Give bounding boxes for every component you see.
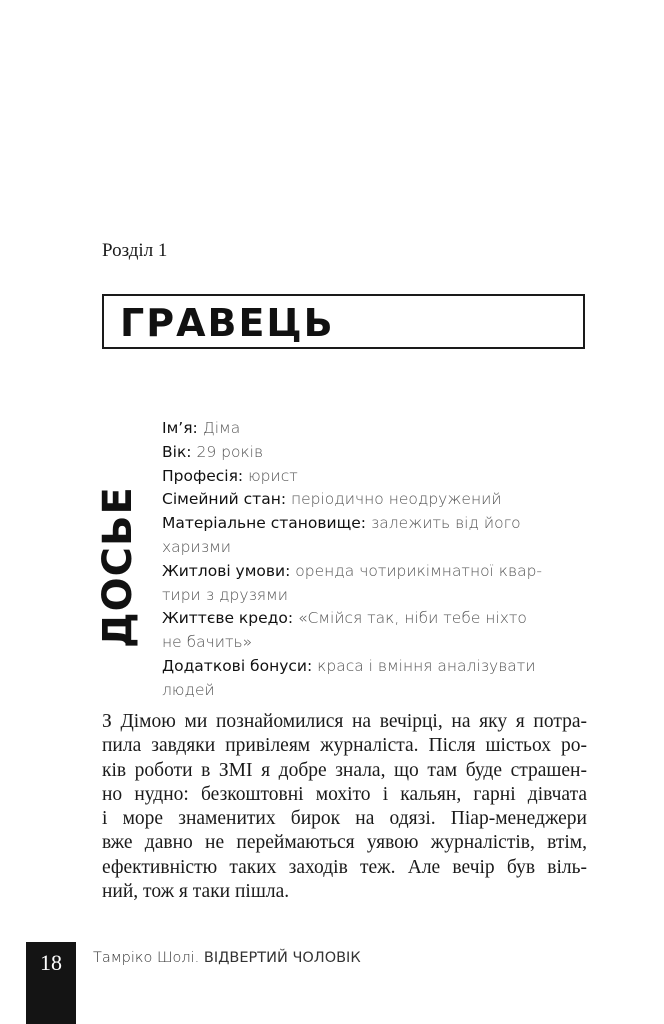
dossier-row-financial <box>162 512 587 536</box>
dossier-label-housing: Житлові умови: <box>162 561 291 580</box>
body-line: ефективністю таких заходів теж. Але вечір був віль- <box>102 856 587 878</box>
dossier-value-age: 29 років <box>196 442 264 461</box>
page-number-box <box>26 942 76 1024</box>
dossier-vertical-label: ДОСЬЕ <box>95 486 141 648</box>
body-line: пила завдяки привілеям журналіста. Після шістьох ро- <box>102 735 587 757</box>
dossier-row-age <box>162 441 587 465</box>
dossier-value-bonus: краса і вміння аналізувати <box>317 656 536 675</box>
dossier-value-profession: юрист <box>248 466 298 485</box>
body-paragraph <box>102 710 587 904</box>
dossier-row-bonus <box>162 655 587 679</box>
dossier-label-bonus: Додаткові бонуси: <box>162 656 313 675</box>
dossier-value-name: Діма <box>202 419 241 437</box>
dossier-value-financial: залежить від його <box>370 514 521 533</box>
dossier-label-motto: Життєве кредо: <box>162 609 294 628</box>
footer-author: Тамріко Шолі. <box>93 950 200 966</box>
dossier-row-motto-cont <box>162 631 587 655</box>
chapter-title-box <box>102 294 585 349</box>
dossier-value-motto-cont: не бачить» <box>162 633 253 652</box>
body-line: вже давно не переймаються уявою журналістів, втім, <box>102 832 587 854</box>
dossier-value-housing: оренда чотирикімнатної квар- <box>295 561 543 580</box>
chapter-title: ГРАВЕЦЬ <box>120 301 335 345</box>
dossier-value-financial-cont: харизми <box>162 537 232 556</box>
footer-book-title: ВІДВЕРТИЙ ЧОЛОВІК <box>203 950 361 966</box>
chapter-label: Розділ 1 <box>102 240 168 261</box>
dossier-label-profession: Професія: <box>162 466 244 485</box>
dossier-row-profession <box>162 465 587 489</box>
dossier-row-housing <box>162 560 587 584</box>
page-number: 18 <box>40 950 62 975</box>
body-line: З Дімою ми познайомилися на вечірці, на яку я потра- <box>102 711 587 732</box>
dossier-row-bonus-cont <box>162 679 587 703</box>
body-line: ний, тож я таки пішла. <box>102 881 290 903</box>
body-line: ків роботи в ЗМІ я добре знала, що там буде страшен- <box>102 759 587 781</box>
dossier-row-motto <box>162 607 587 631</box>
dossier-list <box>162 417 587 703</box>
body-line: і море знаменитих бирок на одязі. Піар-менеджери <box>102 808 587 830</box>
dossier-row-financial-cont <box>162 536 587 560</box>
running-footer <box>93 950 361 966</box>
dossier-label-age: Вік: <box>162 442 192 461</box>
dossier-value-motto: «Смійся так, ніби тебе ніхто <box>298 609 527 628</box>
dossier-value-housing-cont: тири з друзями <box>162 585 288 604</box>
dossier-label-marital: Сімейний стан: <box>162 490 287 509</box>
dossier-row-name <box>162 417 587 441</box>
dossier-value-bonus-cont: людей <box>162 680 215 699</box>
body-line: но нудно: безкоштовні мохіто і кальян, гарні дівчата <box>102 783 587 805</box>
dossier-label-name: Ім’я: <box>162 419 198 437</box>
dossier-value-marital: періодично неодружений <box>290 490 502 509</box>
dossier-row-housing-cont <box>162 584 587 608</box>
dossier-row-marital <box>162 488 587 512</box>
dossier-label-financial: Матеріальне становище: <box>162 514 366 533</box>
